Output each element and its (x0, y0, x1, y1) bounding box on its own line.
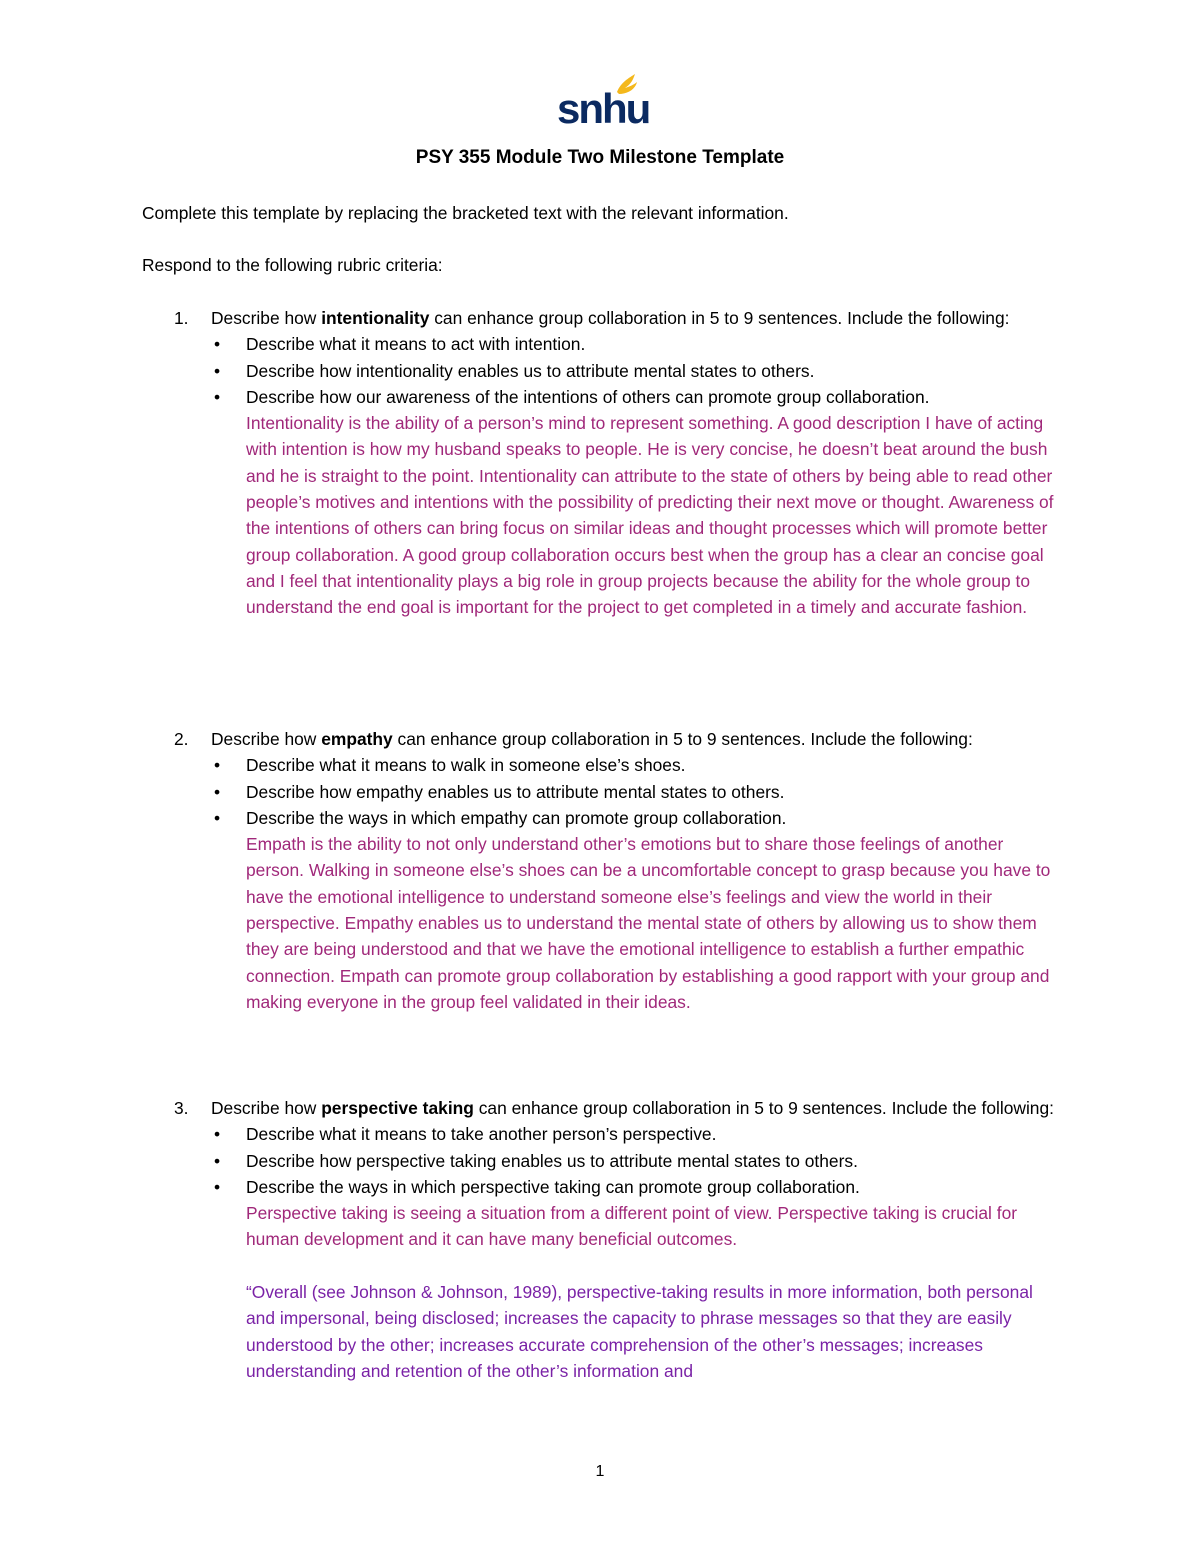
question-1 (142, 305, 1062, 621)
question-3 (142, 1095, 1062, 1384)
list-item: • Describe how perspective taking enables us to attribute mental states to others. (211, 1148, 1062, 1174)
bullet-icon: • (214, 334, 221, 355)
list-item: • Describe how empathy enables us to attribute mental states to others. (211, 779, 1062, 805)
page-title: PSY 355 Module Two Milestone Template (415, 147, 785, 168)
answer-text: Empath is the ability to not only understand other’s emotions but to share those feelings of another person. Walking in someone else’s shoes can be a uncomfortable concept to grasp because you have to have the emotional intelligence to understand someone else’s feelings and view the world in their perspective. Empathy enables us to understand the mental state of others by allowing us to show them they are being understood and that we have the emotional intelligence to establish a further empathic connection. Empath can promote group collaboration by establishing a good rapport with your group and making everyone in the group feel validated in their ideas. (246, 834, 1051, 1012)
bullet-list (211, 331, 1062, 410)
list-item: • Describe what it means to act with intention. (211, 331, 1062, 357)
bullet-list (211, 1121, 1062, 1200)
question-term: perspective taking (321, 1098, 474, 1118)
list-item: • Describe the ways in which empathy can promote group collaboration. (211, 805, 1062, 831)
snhu-logo (551, 72, 650, 134)
question-number: 3. (174, 1098, 189, 1118)
question-2 (142, 726, 1062, 1015)
prompt-text: Respond to the following rubric criteria: (142, 255, 443, 275)
question-number: 1. (174, 308, 189, 328)
bullet-icon: • (214, 1124, 221, 1145)
list-item: • Describe what it means to take another person’s perspective. (211, 1121, 1062, 1147)
question-term: intentionality (321, 308, 430, 328)
quote-text: “Overall (see Johnson & Johnson, 1989), perspective-taking results in more information, both personal and impersonal, being disclosed; increases the capacity to phrase messages so that they are easily understood by the other; increases accurate comprehension of the other’s messages; increases understanding and retention of the other’s information and (246, 1282, 1033, 1381)
page-number: 1 (595, 1463, 605, 1480)
bullet-list (211, 752, 1062, 831)
question-number: 2. (174, 729, 189, 749)
bullet-icon: • (214, 755, 221, 776)
question-text: Describe how intentionality can enhance group collaboration in 5 to 9 sentences. Include the following: (211, 308, 1010, 328)
list-item: • Describe how intentionality enables us to attribute mental states to others. (211, 358, 1062, 384)
intro-text: Complete this template by replacing the bracketed text with the relevant information. (142, 203, 789, 223)
question-text: Describe how perspective taking can enhance group collaboration in 5 to 9 sentences. Include the following: (211, 1098, 1054, 1118)
bullet-icon: • (214, 360, 221, 381)
question-term: empathy (321, 729, 393, 749)
bullet-icon: • (214, 1150, 221, 1171)
bullet-icon: • (214, 386, 221, 407)
list-item: • Describe what it means to walk in someone else’s shoes. (211, 752, 1062, 778)
list-item: • Describe how our awareness of the intentions of others can promote group collaboration. (211, 384, 1062, 410)
bullet-icon: • (214, 1176, 221, 1197)
answer-text: Perspective taking is seeing a situation from a different point of view. Perspective taking is crucial for human development and it can have many beneficial outcomes. “Overall (see Johnson & Johnson, 1989), perspective-taking results in more information, both personal and impersonal, being disclosed; increases the capacity to phrase messages so that they are easily understood by the other; increases accurate comprehension of the other’s messages; increases understanding and retention of the other’s information and (246, 1200, 1062, 1384)
question-text: Describe how empathy can enhance group collaboration in 5 to 9 sentences. Include the following: (211, 729, 973, 749)
bullet-icon: • (214, 781, 221, 802)
list-item: • Describe the ways in which perspective taking can promote group collaboration. (211, 1174, 1062, 1200)
logo-wordmark: snhu (557, 85, 650, 132)
bullet-icon: • (214, 807, 221, 828)
answer-text: Intentionality is the ability of a person’s mind to represent something. A good description I have of acting with intention is how my husband speaks to people. He is very concise, he doesn’t beat around the bush and he is straight to the point. Intentionality can attribute to the state of others by being able to read other people’s motives and intentions with the possibility of predicting their next move or thought. Awareness of the intentions of others can bring focus on similar ideas and thought processes which will promote better group collaboration. A good group collaboration occurs best when the group has a clear an concise goal and I feel that intentionality plays a big role in group projects because the ability for the whole group to understand the end goal is important for the project to get completed in a timely and accurate fashion. (246, 413, 1054, 618)
